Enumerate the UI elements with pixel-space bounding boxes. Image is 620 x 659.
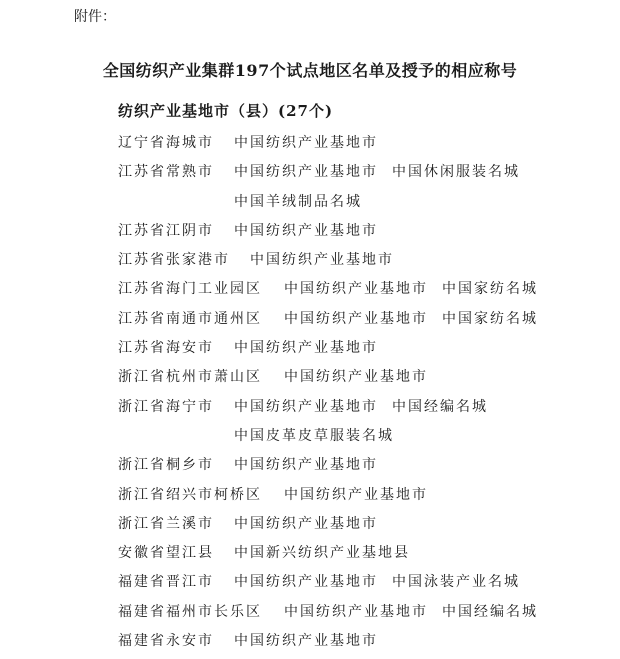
honor-title: 中国纺织产业基地市	[284, 369, 428, 386]
list-item	[118, 249, 598, 278]
honor-title: 中国皮革皮草服装名城	[234, 427, 394, 444]
honor-titles	[234, 454, 378, 474]
list-item	[118, 191, 598, 220]
list-item	[118, 220, 598, 249]
honor-titles	[234, 191, 362, 211]
list-item	[118, 366, 598, 395]
honor-title: 中国经编名城	[392, 398, 488, 415]
honor-titles	[234, 337, 378, 357]
attachment-label: 附件：	[74, 9, 116, 25]
list-item	[118, 484, 598, 513]
list-item	[118, 396, 598, 425]
entry-list	[118, 132, 598, 659]
list-item	[118, 630, 598, 659]
honor-title: 中国纺织产业基地市	[234, 135, 378, 151]
list-item	[118, 601, 598, 630]
region-name: 安徽省望江县	[118, 545, 214, 562]
region-name: 浙江省兰溪市	[118, 515, 214, 532]
honor-titles	[284, 366, 428, 386]
honor-title: 中国纺织产业基地市	[250, 252, 394, 269]
honor-titles	[284, 601, 538, 621]
list-item	[118, 513, 598, 542]
honor-title: 中国休闲服装名城	[392, 164, 520, 181]
list-item	[118, 278, 598, 307]
section-heading: 纺织产业基地市（县）(27个)	[118, 102, 334, 120]
honor-title: 中国纺织产业基地市	[284, 310, 428, 327]
list-item	[118, 425, 598, 454]
honor-title: 中国纺织产业基地市	[234, 164, 378, 181]
region-name: 辽宁省海城市	[118, 135, 214, 151]
list-item	[118, 454, 598, 483]
honor-titles	[284, 278, 538, 298]
region-name: 江苏省张家港市	[118, 252, 230, 269]
list-item	[118, 308, 598, 337]
honor-titles	[234, 161, 520, 181]
list-item	[118, 542, 598, 571]
honor-title: 中国纺织产业基地市	[234, 515, 378, 532]
list-item	[118, 337, 598, 366]
region-name: 浙江省桐乡市	[118, 457, 214, 474]
region-name: 浙江省绍兴市柯桥区	[118, 486, 262, 503]
list-item	[118, 132, 598, 161]
list-item	[118, 571, 598, 600]
honor-titles	[234, 396, 488, 416]
region-name: 江苏省海安市	[118, 340, 214, 357]
honor-title: 中国纺织产业基地市	[284, 603, 428, 620]
honor-titles	[284, 484, 428, 504]
honor-titles	[284, 308, 538, 328]
honor-titles	[234, 630, 378, 650]
honor-title: 中国纺织产业基地市	[284, 281, 428, 298]
honor-titles	[234, 132, 378, 152]
honor-title: 中国羊绒制品名城	[234, 193, 362, 210]
honor-title: 中国纺织产业基地市	[234, 398, 378, 415]
region-name: 江苏省江阴市	[118, 222, 214, 239]
honor-title: 中国纺织产业基地市	[234, 457, 378, 474]
region-name: 江苏省海门工业园区	[118, 281, 262, 298]
region-name: 福建省晋江市	[118, 574, 214, 591]
honor-title: 中国纺织产业基地市	[284, 486, 428, 503]
region-name: 浙江省海宁市	[118, 398, 214, 415]
honor-title: 中国纺织产业基地市	[234, 574, 378, 591]
honor-titles	[234, 542, 410, 562]
honor-title: 中国经编名城	[442, 603, 538, 620]
list-item	[118, 161, 598, 190]
honor-title: 中国家纺名城	[442, 281, 538, 298]
honor-titles	[234, 513, 378, 533]
region-name: 浙江省杭州市萧山区	[118, 369, 262, 386]
region-name: 福建省福州市长乐区	[118, 603, 262, 620]
honor-titles	[234, 220, 378, 240]
region-name: 福建省永安市	[118, 633, 214, 650]
honor-title: 中国家纺名城	[442, 310, 538, 327]
honor-title: 中国纺织产业基地市	[234, 340, 378, 357]
honor-titles	[234, 425, 394, 445]
document-title: 全国纺织产业集群197个试点地区名单及授予的相应称号	[102, 61, 518, 80]
honor-title: 中国新兴纺织产业基地县	[234, 545, 410, 562]
honor-title: 中国泳装产业名城	[392, 574, 520, 591]
honor-titles	[234, 571, 520, 591]
region-name: 江苏省常熟市	[118, 164, 214, 181]
honor-title: 中国纺织产业基地市	[234, 633, 378, 650]
region-name: 江苏省南通市通州区	[118, 310, 262, 327]
honor-titles	[250, 249, 394, 269]
honor-title: 中国纺织产业基地市	[234, 222, 378, 239]
